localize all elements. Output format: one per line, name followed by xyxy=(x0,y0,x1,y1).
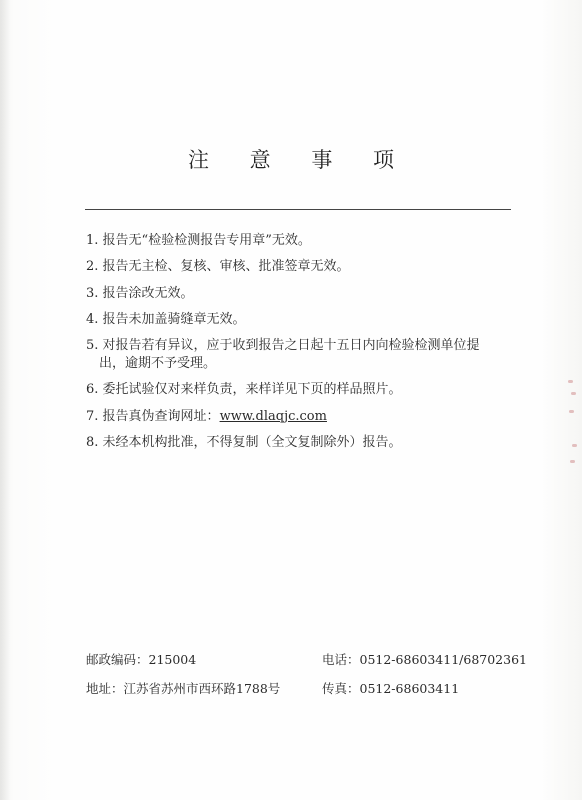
notice-text: 报告未加盖骑缝章无效。 xyxy=(102,311,246,327)
notice-item xyxy=(86,232,516,250)
notice-number: 1. xyxy=(86,233,99,248)
seal-mark xyxy=(570,460,575,463)
notice-number: 3. xyxy=(86,285,99,301)
notice-number: 6. xyxy=(86,382,99,398)
seal-mark xyxy=(569,410,574,413)
seal-mark xyxy=(568,380,573,383)
address-text: 地址：江苏省苏州市西环路1788号 xyxy=(86,681,281,696)
notice-item xyxy=(86,408,516,426)
notice-text: 报告无“检验检测报告专用章”无效。 xyxy=(102,233,311,248)
notice-text: 报告无主检、复核、审核、批准签章无效。 xyxy=(102,259,350,275)
notice-number: 2. xyxy=(86,259,99,275)
postcode-text: 邮政编码：215004 xyxy=(86,652,197,667)
title-divider xyxy=(85,209,511,210)
notice-text: 未经本机构批准，不得复制（全文复制除外）报告。 xyxy=(102,435,402,451)
notice-text-continuation: 出，逾期不予受理。 xyxy=(99,356,217,372)
notice-item xyxy=(86,285,516,303)
notice-text: 委托试验仅对来样负责，来样详见下页的样品照片。 xyxy=(102,382,402,398)
seal-edge-marks xyxy=(566,380,578,470)
notice-list xyxy=(86,232,516,460)
notice-number: 4. xyxy=(86,311,99,327)
verification-url-link[interactable]: www.dlaqjc.com xyxy=(219,408,327,424)
seal-mark xyxy=(572,444,577,447)
phone-text: 电话：0512-68603411/68702361 xyxy=(322,652,527,667)
notice-item xyxy=(86,337,516,373)
notice-text: 对报告若有异议，应于收到报告之日起十五日内向检验检测单位提 xyxy=(102,338,480,354)
notice-item xyxy=(86,381,516,399)
notice-item xyxy=(86,434,516,452)
seal-mark xyxy=(571,392,576,395)
notice-number: 5. xyxy=(86,338,99,354)
notice-number: 7. xyxy=(86,408,99,424)
notice-text: 报告真伪查询网址： xyxy=(102,408,220,424)
page-title: 注 意 事 项 xyxy=(187,148,412,172)
notice-item xyxy=(86,258,516,276)
notice-text: 报告涂改无效。 xyxy=(102,285,194,301)
scan-edge-shadow xyxy=(0,0,10,800)
notice-item xyxy=(86,311,516,329)
notice-number: 8. xyxy=(86,435,99,451)
fax-text: 传真：0512-68603411 xyxy=(322,681,460,696)
